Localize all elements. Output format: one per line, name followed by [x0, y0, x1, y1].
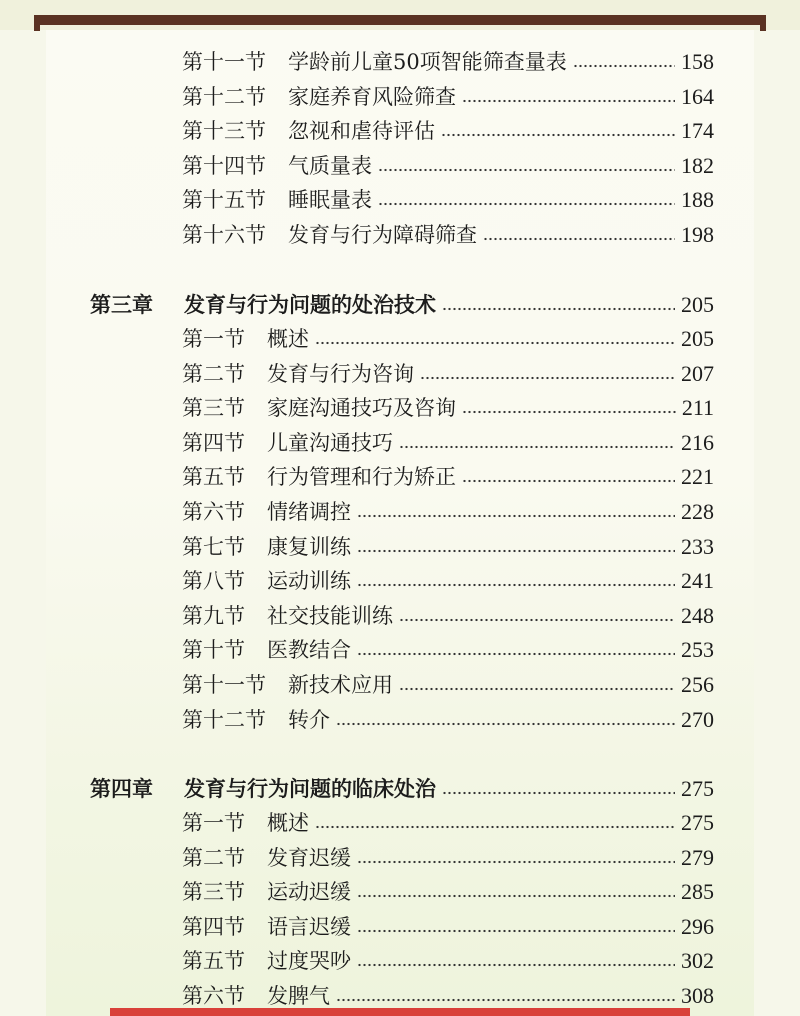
section-entry-page-number: 253: [681, 637, 714, 662]
section-entry-leader-dots: [357, 583, 675, 587]
section-entry-number: 第三节: [182, 396, 245, 420]
section-entry-leader-dots: [462, 479, 675, 483]
section-entry-page-number: 308: [681, 983, 714, 1008]
section-entry[interactable]: [182, 979, 714, 1013]
section-entry-leader-dots: [462, 99, 675, 103]
section-entry-title: 运动训练: [267, 569, 351, 593]
section-entry[interactable]: [182, 668, 714, 702]
chapter-entry-number: 第三章: [90, 292, 153, 317]
section-entry-title: 发育迟缓: [267, 846, 351, 870]
section-entry-page-number: 228: [681, 499, 714, 524]
section-entry[interactable]: [182, 875, 714, 909]
section-entry-leader-dots: [378, 168, 675, 172]
section-entry[interactable]: [182, 391, 714, 425]
section-entry[interactable]: [182, 114, 714, 148]
section-entry-page-number: 188: [681, 187, 714, 212]
section-entry-page-number: 182: [681, 153, 714, 178]
section-entry[interactable]: [182, 80, 714, 114]
section-entry-leader-dots: [336, 722, 675, 726]
chapter-entry-leader-dots: [442, 791, 675, 795]
section-entry-leader-dots: [315, 825, 675, 829]
section-entry-leader-dots: [357, 549, 675, 553]
section-entry-title: 运动迟缓: [267, 880, 351, 904]
section-entry-title: 气质量表: [288, 154, 372, 178]
section-entry[interactable]: [182, 530, 714, 564]
section-entry[interactable]: [182, 944, 714, 978]
section-entry-leader-dots: [357, 652, 675, 656]
section-entry-leader-dots: [378, 202, 675, 206]
section-entry[interactable]: [182, 426, 714, 460]
section-entry-leader-dots: [357, 514, 675, 518]
section-entry-title: 发育与行为障碍筛查: [288, 223, 477, 247]
section-entry-number: 第五节: [182, 949, 245, 973]
section-entry[interactable]: [182, 218, 714, 252]
header-rule: [34, 15, 766, 25]
section-entry-title: 家庭养育风险筛查: [288, 85, 456, 109]
section-entry-page-number: 198: [681, 222, 714, 247]
section-entry-number: 第八节: [182, 569, 245, 593]
chapter-entry-number: 第四章: [90, 776, 153, 801]
section-entry[interactable]: [182, 149, 714, 183]
section-entry-page-number: 216: [681, 430, 714, 455]
section-entry-title: 睡眠量表: [288, 188, 372, 212]
header-rule-right-cap: [760, 15, 766, 31]
section-entry-title: 发育与行为咨询: [267, 362, 414, 386]
section-entry-title: 过度哭吵: [267, 949, 351, 973]
chapter-entry-page-number: 275: [681, 776, 714, 801]
section-entry-page-number: 205: [681, 326, 714, 351]
section-entry-title: 新技术应用: [288, 673, 393, 697]
section-entry-number: 第十一节: [182, 50, 266, 74]
section-entry-page-number: 275: [681, 810, 714, 835]
chapter-entry-leader-dots: [442, 307, 675, 311]
section-entry-number: 第二节: [182, 846, 245, 870]
section-entry-number: 第十一节: [182, 673, 266, 697]
chapter-entry[interactable]: [90, 288, 714, 322]
section-entry-page-number: 164: [681, 84, 714, 109]
section-entry-leader-dots: [399, 445, 675, 449]
chapter-entry-title: 发育与行为问题的处治技术: [184, 292, 436, 317]
section-entry-title: 概述: [267, 327, 309, 351]
section-entry-title: 发脾气: [267, 984, 330, 1008]
section-entry-leader-dots: [336, 998, 675, 1002]
section-entry-number: 第十三节: [182, 119, 266, 143]
chapter-entry-title: 发育与行为问题的临床处治: [184, 776, 436, 801]
section-entry-page-number: 233: [681, 534, 714, 559]
section-entry-page-number: 241: [681, 568, 714, 593]
section-entry-title: 社交技能训练: [267, 604, 393, 628]
section-entry-number: 第十六节: [182, 223, 266, 247]
section-entry-leader-dots: [315, 341, 675, 345]
section-entry-leader-dots: [399, 618, 675, 622]
section-entry[interactable]: [182, 322, 714, 356]
section-entry-title: 儿童沟通技巧: [267, 431, 393, 455]
section-entry-number: 第十五节: [182, 188, 266, 212]
section-entry-number: 第十二节: [182, 85, 266, 109]
section-entry-page-number: 174: [681, 118, 714, 143]
section-entry[interactable]: [182, 45, 714, 79]
section-entry[interactable]: [182, 841, 714, 875]
section-entry-title: 忽视和虐待评估: [288, 119, 435, 143]
section-entry-page-number: 285: [681, 879, 714, 904]
section-entry-number: 第二节: [182, 362, 245, 386]
section-entry-number: 第一节: [182, 811, 245, 835]
section-entry-number: 第四节: [182, 431, 245, 455]
section-entry-title: 概述: [267, 811, 309, 835]
section-entry-page-number: 270: [681, 707, 714, 732]
section-entry-title: 情绪调控: [267, 500, 351, 524]
section-entry-number: 第一节: [182, 327, 245, 351]
section-entry-number: 第三节: [182, 880, 245, 904]
section-entry-title: 家庭沟通技巧及咨询: [267, 396, 456, 420]
section-entry-page-number: 256: [681, 672, 714, 697]
section-entry-number: 第十二节: [182, 708, 266, 732]
section-entry-title: 学龄前儿童50项智能筛查量表: [288, 50, 567, 74]
section-entry-page-number: 279: [681, 845, 714, 870]
section-entry-title: 语言迟缓: [267, 915, 351, 939]
section-entry[interactable]: [182, 495, 714, 529]
section-entry-leader-dots: [357, 929, 675, 933]
section-entry[interactable]: [182, 460, 714, 494]
section-entry-number: 第六节: [182, 500, 245, 524]
section-entry[interactable]: [182, 703, 714, 737]
section-entry-title: 转介: [288, 708, 330, 732]
section-entry-number: 第十节: [182, 638, 245, 662]
section-entry-number: 第九节: [182, 604, 245, 628]
section-entry[interactable]: [182, 599, 714, 633]
section-entry-page-number: 296: [681, 914, 714, 939]
section-entry-title: 康复训练: [267, 535, 351, 559]
section-entry[interactable]: [182, 910, 714, 944]
section-entry-page-number: 248: [681, 603, 714, 628]
section-entry-leader-dots: [483, 237, 675, 241]
chapter-entry-page-number: 205: [681, 292, 714, 317]
section-entry-leader-dots: [357, 860, 675, 864]
section-entry-leader-dots: [462, 410, 676, 414]
section-entry-page-number: 221: [681, 464, 714, 489]
section-entry-page-number: 158: [681, 49, 714, 74]
section-entry-leader-dots: [441, 133, 675, 137]
section-entry-leader-dots: [357, 894, 675, 898]
section-entry-number: 第六节: [182, 984, 245, 1008]
section-entry-page-number: 302: [681, 948, 714, 973]
section-entry-number: 第十四节: [182, 154, 266, 178]
section-entry-page-number: 207: [681, 361, 714, 386]
section-entry[interactable]: [182, 633, 714, 667]
section-entry[interactable]: [182, 806, 714, 840]
chapter-entry[interactable]: [90, 772, 714, 806]
section-entry-number: 第五节: [182, 465, 245, 489]
section-entry-leader-dots: [420, 376, 675, 380]
section-entry-leader-dots: [573, 64, 675, 68]
header-rule-left-cap: [34, 15, 40, 31]
section-entry-title: 医教结合: [267, 638, 351, 662]
section-entry[interactable]: [182, 357, 714, 391]
section-entry-number: 第七节: [182, 535, 245, 559]
section-entry-leader-dots: [357, 963, 675, 967]
section-entry[interactable]: [182, 183, 714, 217]
section-entry-title: 行为管理和行为矫正: [267, 465, 456, 489]
section-entry-leader-dots: [399, 687, 675, 691]
section-entry[interactable]: [182, 564, 714, 598]
section-entry-number: 第四节: [182, 915, 245, 939]
section-entry-page-number: 211: [681, 395, 714, 420]
